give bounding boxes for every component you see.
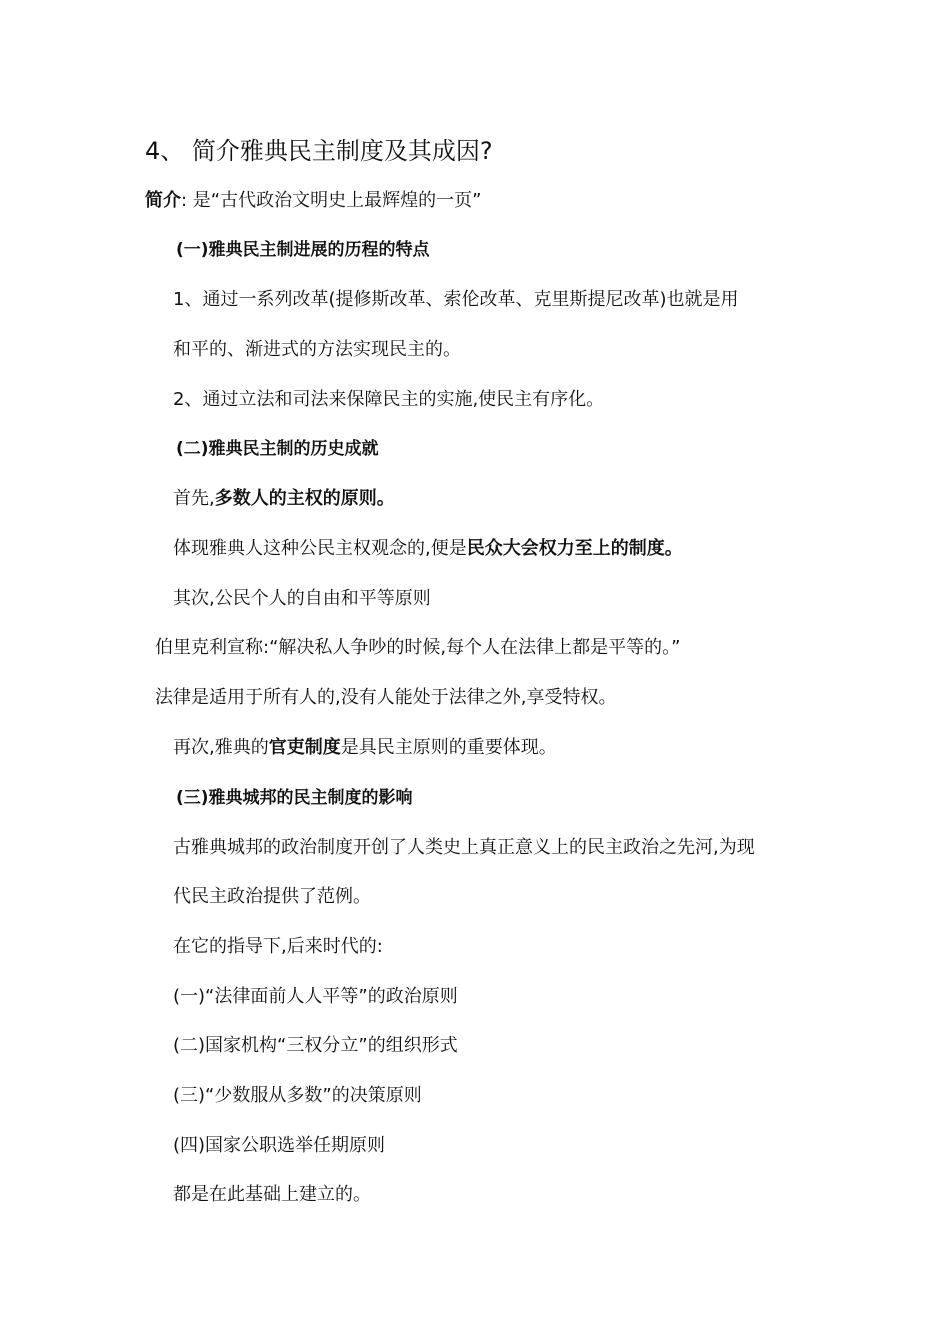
intro-label: 简介 [145, 190, 181, 211]
section3-para1-line2: 代民主政治提供了范例。 [173, 886, 371, 907]
document-title: 4、 简介雅典民主制度及其成因? [145, 137, 493, 165]
third-suffix: 是具民主原则的重要体现。 [340, 737, 557, 758]
first-emphasis: 多数人的主权的原则。 [214, 488, 395, 509]
principle-item-4: (四)国家公职选举任期原则 [173, 1135, 386, 1156]
section2-first [173, 487, 395, 511]
section1-heading: (一)雅典民主制进展的历程的特点 [176, 240, 430, 260]
third-emphasis: 官吏制度 [268, 737, 341, 758]
principle-item-3: (三)“少数服从多数”的决策原则 [173, 1085, 422, 1106]
section2-pericles-quote: 伯里克利宣称:“解决私人争吵的时候,每个人在法律上都是平等的。” [155, 637, 681, 658]
intro-text: 是“古代政治文明史上最辉煌的一页” [187, 190, 482, 211]
reflect-prefix: 体现雅典人这种公民主权观念的,便是 [173, 538, 467, 559]
section3-guide: 在它的指导下,后来时代的: [173, 936, 383, 957]
reflect-emphasis: 民众大会权力至上的制度。 [466, 538, 683, 559]
section3-para1-line1: 古雅典城邦的政治制度开创了人类史上真正意义上的民主政治之先河,为现 [173, 837, 755, 858]
section3-closing: 都是在此基础上建立的。 [173, 1184, 371, 1205]
first-prefix: 首先, [173, 488, 215, 509]
section1-para1-line2: 和平的、渐进式的方法实现民主的。 [173, 339, 461, 360]
third-prefix: 再次,雅典的 [173, 737, 269, 758]
section2-second: 其次,公民个人的自由和平等原则 [173, 588, 431, 609]
principle-item-2: (二)国家机构“三权分立”的组织形式 [173, 1035, 458, 1056]
section2-law: 法律是适用于所有人的,没有人能处于法律之外,享受特权。 [155, 687, 617, 708]
section2-reflect [173, 537, 683, 561]
section2-heading: (二)雅典民主制的历史成就 [176, 439, 379, 459]
section3-heading: (三)雅典城邦的民主制度的影响 [176, 788, 413, 808]
principle-item-1: (一)“法律面前人人平等”的政治原则 [173, 986, 458, 1007]
section1-para2: 2、通过立法和司法来保障民主的实施,使民主有序化。 [173, 389, 605, 410]
intro-line [145, 189, 481, 213]
section2-third [173, 736, 557, 760]
section1-para1-line1: 1、通过一系列改革(提修斯改革、索伦改革、克里斯提尼改革)也就是用 [173, 289, 739, 310]
intro-colon: : [181, 190, 188, 211]
